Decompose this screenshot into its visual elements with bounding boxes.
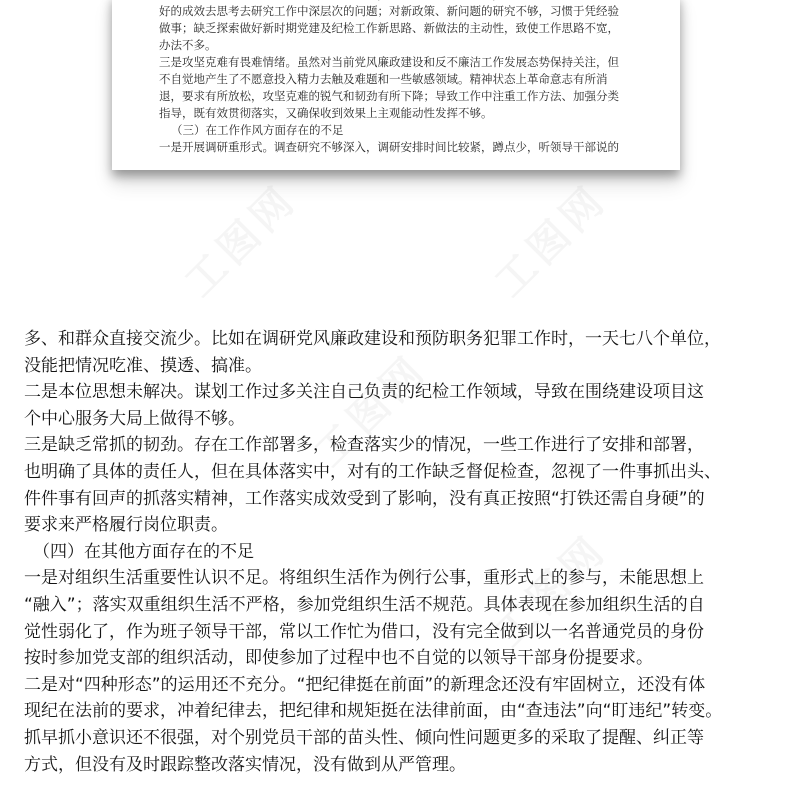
body-line: 个中心服务大局上做得不够。 (24, 408, 245, 429)
document-body (24, 326, 782, 778)
body-line: “融入”；落实双重组织生活不严格，参加党组织生活不规范。具体表现在参加组织生活的自 (24, 594, 705, 615)
body-line: 方式，但没有及时跟踪整改落实情况，没有做到从严管理。 (24, 754, 466, 775)
preview-line: 做事；缺乏探索做好新时期党建及纪检工作新思路、新做法的主动性，致使工作思路不宽， (159, 21, 619, 35)
watermark: 工图网 (306, 345, 437, 477)
preview-line: 不自觉地产生了不愿意投入精力去触及难题和一些敏感领域。精神状态上革命意志有所消 (159, 72, 608, 86)
preview-text (159, 0, 659, 156)
preview-line: 一是开展调研重形式。调查研究不够深入，调研安排时间比较紧，蹲点少，听领导干部说的 (159, 140, 619, 154)
preview-section-heading: （三）在工作作风方面存在的不足 (171, 123, 344, 137)
body-line: 件件事有回声的抓落实精神，工作落实成效受到了影响，没有真正按照“打铁还需自身硬”的 (24, 488, 705, 509)
body-line: 一是对组织生活重要性认识不足。将组织生活作为例行公事，重形式上的参与，未能思想上 (24, 568, 704, 589)
body-line: 现纪在法前的要求，冲着纪律去，把纪律和规矩挺在法律前面，由“查违法”向“盯违纪”转变。 (24, 701, 723, 722)
body-line: 没能把情况吃准、摸透、搞准。 (24, 355, 262, 376)
document-preview-card (112, 0, 680, 170)
body-line: 按时参加党支部的组织活动，即使参加了过程中也不自觉的以领导干部身份提要求。 (24, 648, 653, 669)
section-heading: （四）在其他方面存在的不足 (33, 541, 254, 562)
body-line: 也明确了具体的责任人，但在具体落实中，对有的工作缺乏督促检查，忽视了一件事抓出头、 (24, 461, 721, 482)
preview-line: 三是攻坚克难有畏难情绪。虽然对当前党风廉政建设和反不廉洁工作发展态势保持关注，但 (159, 55, 619, 69)
body-line: 抓早抓小意识还不很强，对个别党员干部的苗头性、倾向性问题更多的采取了提醒、纠正等 (24, 727, 704, 748)
body-line: 二是对“四种形态”的运用还不充分。“把纪律挺在前面”的新理念还没有牢固树立，还没有体 (24, 674, 706, 695)
watermark: 工图网 (176, 175, 307, 307)
preview-line: 指导，既有效贯彻落实，又确保收到效果上主观能动性发挥不够。 (159, 106, 493, 120)
body-line: 三是缺乏常抓的韧劲。存在工作部署多，检查落实少的情况，一些工作进行了安排和部署， (24, 435, 704, 456)
preview-line: 退，要求有所放松，攻坚克难的锐气和韧劲有所下降；导致工作中注重工作方法、加强分类 (159, 89, 619, 103)
body-line: 多、和群众直接交流少。比如在调研党风廉政建设和预防职务犯罪工作时，一天七八个单位， (24, 329, 721, 349)
preview-line: 办法不多。 (159, 38, 217, 52)
watermark: 工图网 (486, 175, 617, 307)
preview-line: 好的成效去思考去研究工作中深层次的问题；对新政策、新问题的研究不够，习惯于凭经验 (159, 4, 619, 18)
body-line: 要求来严格履行岗位职责。 (24, 515, 228, 536)
body-line: 觉性弱化了，作为班子领导干部，常以工作忙为借口，没有完全做到以一名普通党员的身份 (24, 621, 704, 642)
watermark: 工图网 (486, 525, 617, 657)
body-line: 二是本位思想未解决。谋划工作过多关注自己负责的纪检工作领域，导致在围绕建设项目这 (24, 382, 704, 403)
